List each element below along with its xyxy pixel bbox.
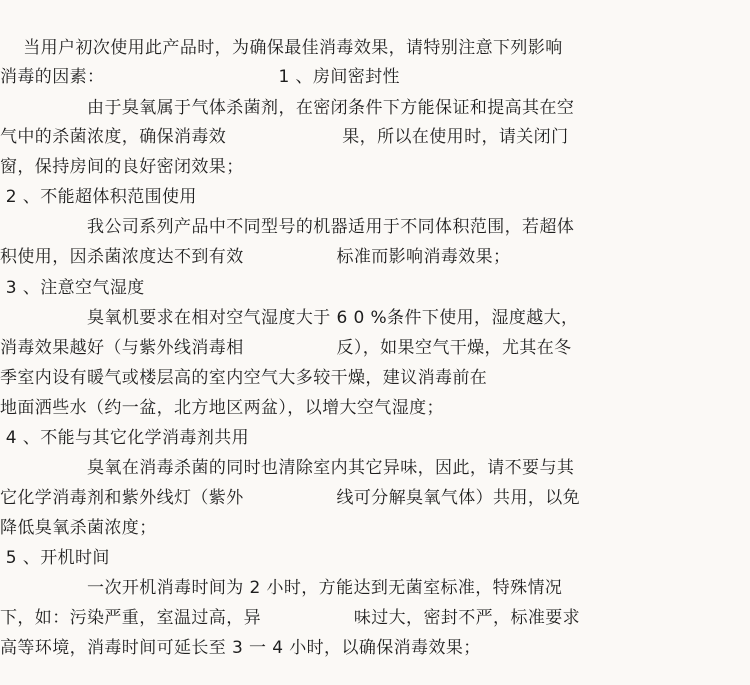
text-line: 降低臭氧杀菌浓度； [0,518,157,538]
text-line: 4 、不能与其它化学消毒剂共用 [0,428,250,448]
text-line: 它化学消毒剂和紫外线灯（紫外 线可分解臭氧气体）共用，以免 [0,488,581,508]
text-line: 气中的杀菌浓度，确保消毒效 果，所以在使用时，请关闭门 [0,127,569,147]
text-line: 5 、开机时间 [0,548,110,568]
text-line: 由于臭氧属于气体杀菌剂，在密闭条件下方能保证和提高其在空 [0,98,575,118]
text-line: 一次开机消毒时间为 2 小时，方能达到无菌室标准，特殊情况 [0,578,563,598]
text-line: 地面洒些水（约一盆，北方地区两盆），以增大空气湿度； [0,398,444,418]
text-line: 我公司系列产品中不同型号的机器适用于不同体积范围，若超体 [0,217,575,237]
text-line: 3 、注意空气湿度 [0,278,145,298]
text-line: 季室内设有暖气或楼层高的室内空气大多较干燥，建议消毒前在 [0,368,488,388]
text-line: 臭氧机要求在相对空气湿度大于 6 0 %条件下使用，湿度越大， [0,308,579,328]
text-line: 高等环境，消毒时间可延长至 3 一 4 小时，以确保消毒效果； [0,638,481,658]
text-line: 臭氧在消毒杀菌的同时也清除室内其它异味，因此，请不要与其 [0,458,575,478]
text-line: 2 、不能超体积范围使用 [0,187,197,207]
text-line: 消毒效果越好（与紫外线消毒相 反），如果空气干燥，尤其在冬 [0,338,572,358]
text-line: 积使用，因杀菌浓度达不到有效 标准而影响消毒效果； [0,247,511,267]
text-line: 窗，保持房间的良好密闭效果； [0,157,244,177]
text-line: 下，如：污染严重，室温过高，异 味过大，密封不严，标准要求 [0,608,581,628]
text-line: 当用户初次使用此产品时，为确保最佳消毒效果，请特别注意下列影响 [0,38,563,58]
text-line: 消毒的因素： 1 、房间密封性 [0,67,400,87]
